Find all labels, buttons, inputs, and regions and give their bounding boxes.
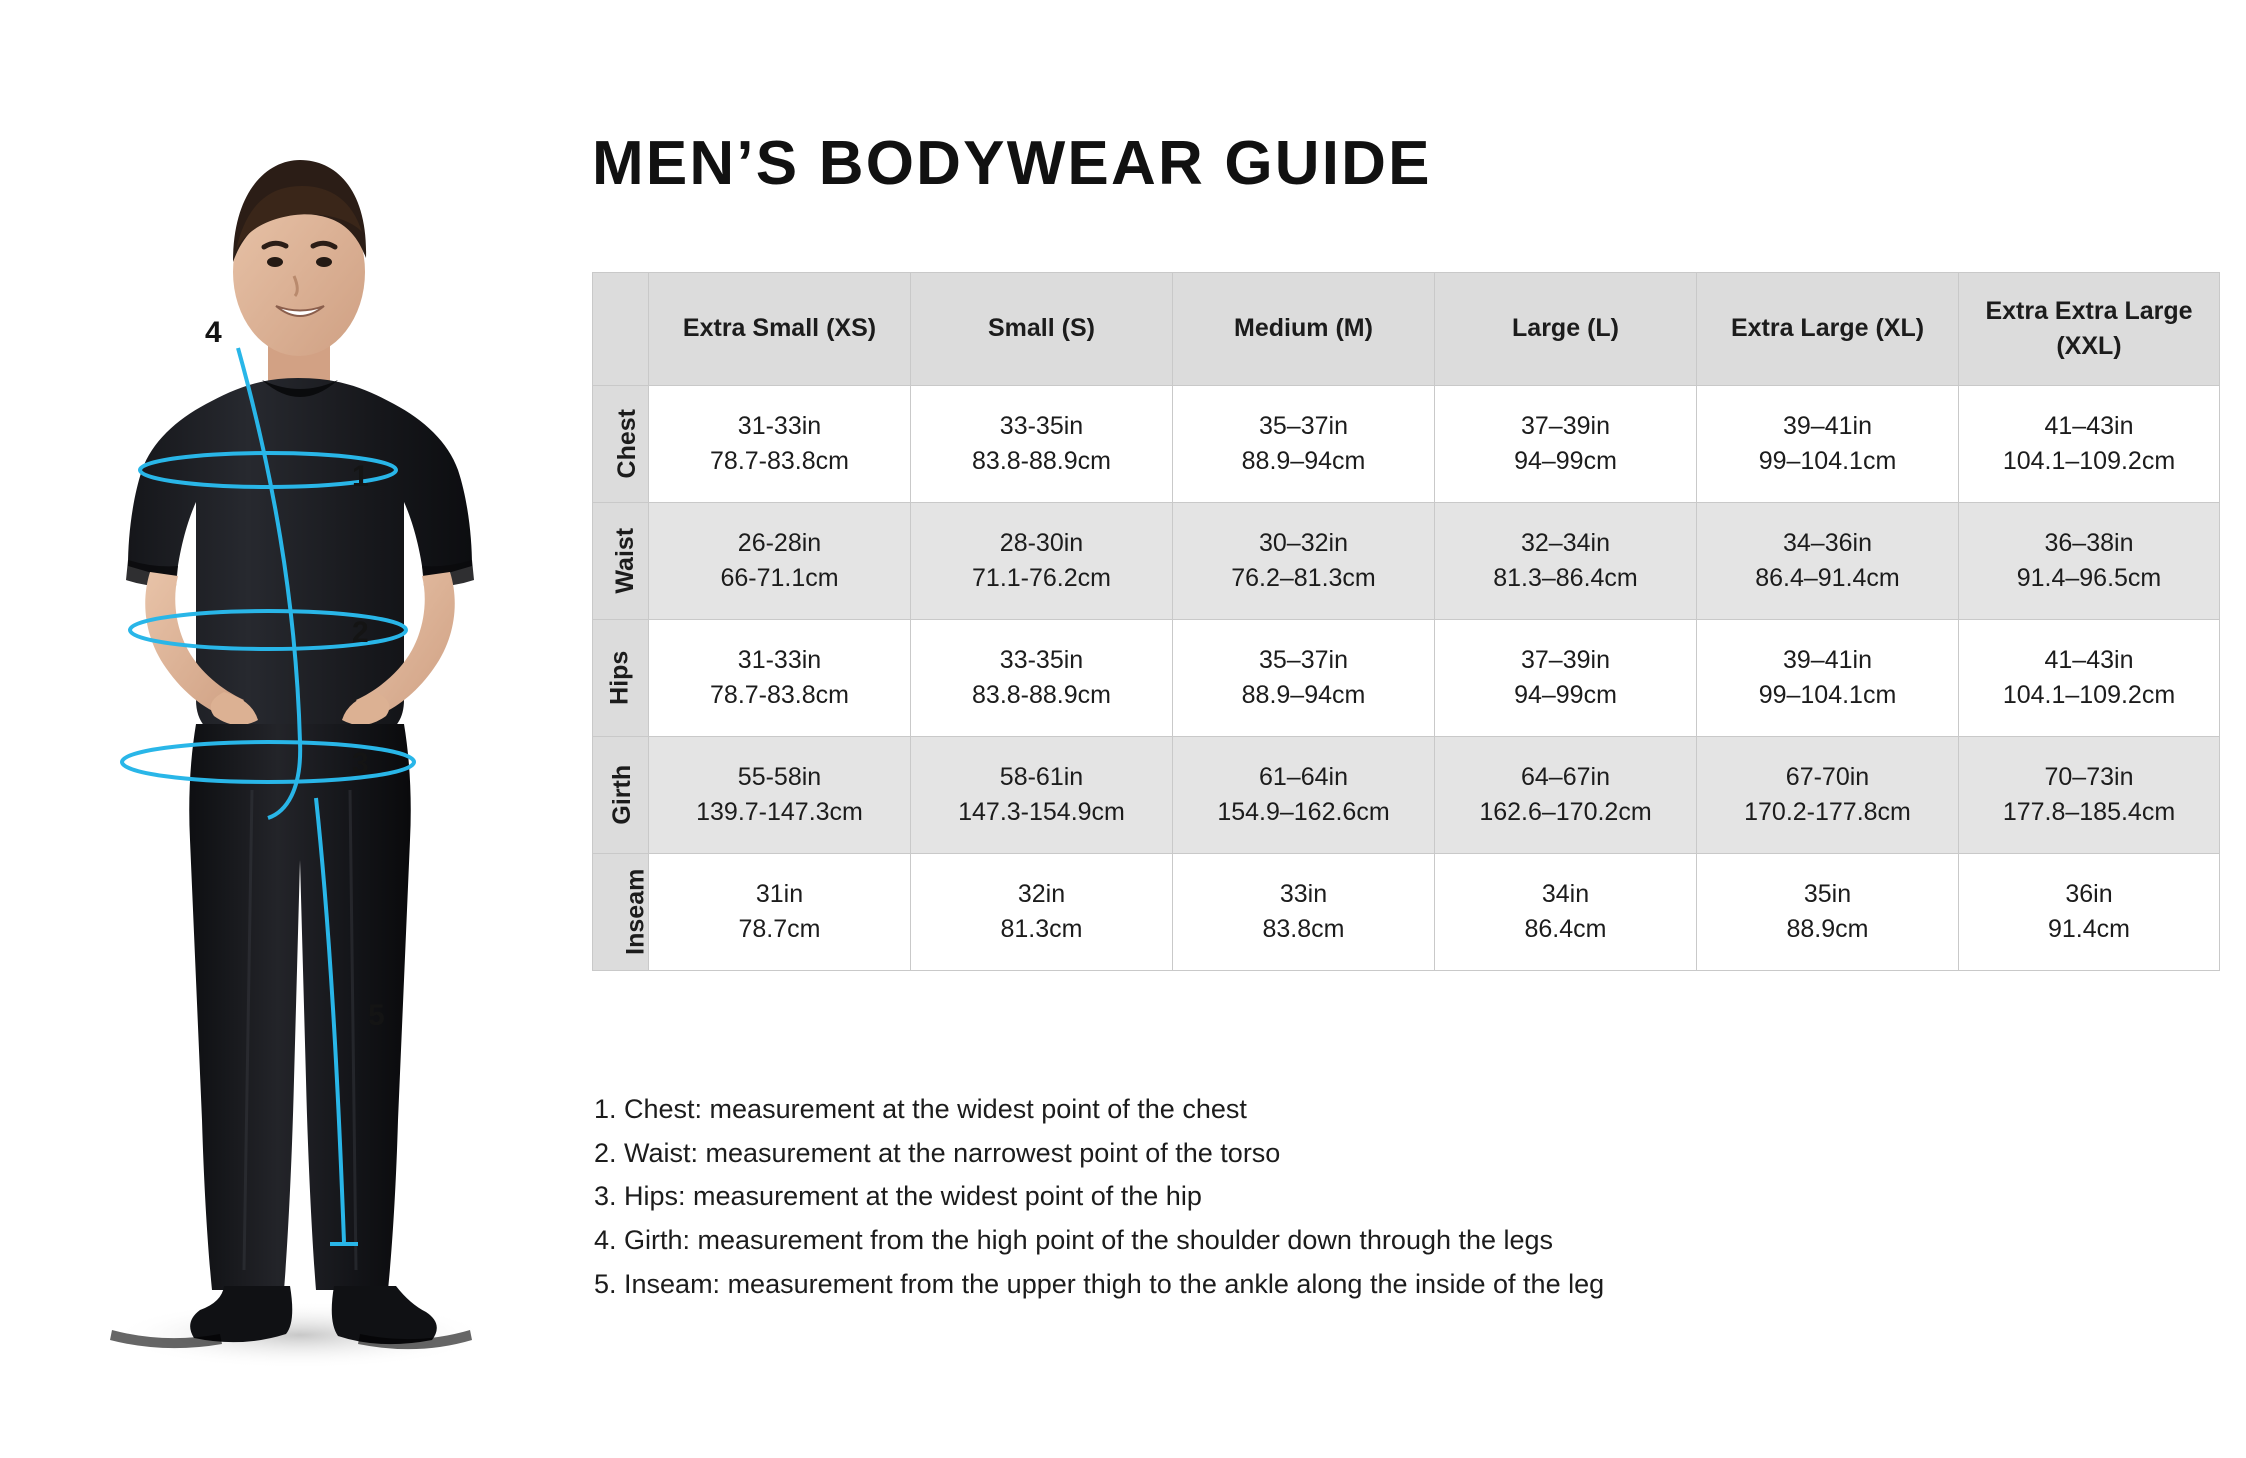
cell-waist-xl-in: 34–36in	[1783, 528, 1872, 557]
cell-inseam-xl-in: 35in	[1803, 879, 1852, 908]
cell-girth-s-cm: 147.3-154.9cm	[958, 798, 1125, 826]
cell-chest-xl	[1697, 386, 1959, 503]
page-title: MEN’S BODYWEAR GUIDE	[592, 129, 1432, 198]
row-label-chest	[593, 386, 649, 503]
cell-hips-l	[1435, 620, 1697, 737]
row-label-hips-text: Hips	[605, 650, 634, 706]
cell-inseam-xxl-cm: 91.4cm	[2048, 915, 2130, 943]
cell-girth-xxl-in: 70–73in	[2044, 762, 2134, 791]
cell-girth-xl-in: 67-70in	[1785, 762, 1870, 791]
cell-waist-s-in: 28-30in	[999, 528, 1084, 557]
cell-waist-l	[1435, 503, 1697, 620]
cell-girth-m-cm: 154.9–162.6cm	[1217, 798, 1390, 826]
column-header-m-abbr: (M)	[1335, 314, 1373, 343]
cell-chest-s	[911, 386, 1173, 503]
column-header-l-abbr: (L)	[1587, 314, 1619, 343]
callout-number-4: 4	[205, 316, 222, 349]
cell-girth-s	[911, 737, 1173, 854]
cell-inseam-l	[1435, 854, 1697, 971]
column-header-m-name: Medium	[1234, 314, 1329, 343]
column-header-l-name: Large	[1512, 314, 1581, 343]
note-hips: 3. Hips: measurement at the widest point of the hip	[594, 1181, 1202, 1212]
measurement-notes	[594, 1088, 2234, 1307]
column-header-s	[911, 273, 1173, 386]
cell-hips-xs-cm: 78.7-83.8cm	[710, 681, 849, 709]
column-header-xs	[649, 273, 911, 386]
cell-inseam-xl	[1697, 854, 1959, 971]
cell-hips-xl	[1697, 620, 1959, 737]
cell-hips-l-in: 37–39in	[1521, 645, 1610, 674]
row-label-inseam-text: Inseam	[621, 868, 650, 956]
column-header-xs-name: Extra Small	[682, 314, 820, 343]
column-header-s-name: Small	[988, 314, 1055, 343]
note-waist: 2. Waist: measurement at the narrowest point of the torso	[594, 1137, 1281, 1168]
row-label-inseam	[593, 854, 649, 971]
cell-waist-xl-cm: 86.4–91.4cm	[1755, 564, 1900, 592]
cell-girth-m	[1173, 737, 1435, 854]
cell-waist-xxl-in: 36–38in	[2044, 528, 2134, 557]
cell-girth-m-in: 61–64in	[1259, 762, 1348, 791]
column-header-xxl	[1959, 273, 2220, 386]
cell-inseam-xs-cm: 78.7cm	[738, 915, 821, 943]
cell-waist-m-in: 30–32in	[1259, 528, 1348, 557]
cell-chest-s-in: 33-35in	[999, 411, 1084, 440]
model-figure-panel	[0, 0, 585, 1458]
cell-girth-xs-in: 55-58in	[737, 762, 822, 791]
cell-waist-xl	[1697, 503, 1959, 620]
cell-chest-xxl-in: 41–43in	[2044, 411, 2134, 440]
column-header-xl-name: Extra Large	[1730, 314, 1869, 343]
cell-inseam-xs	[649, 854, 911, 971]
cell-girth-xxl-cm: 177.8–185.4cm	[2002, 798, 2176, 826]
column-header-m	[1173, 273, 1435, 386]
cell-girth-xxl	[1959, 737, 2220, 854]
table-header-row	[593, 273, 2220, 386]
table-row	[593, 503, 2220, 620]
cell-girth-l-in: 64–67in	[1521, 762, 1610, 791]
table-row	[593, 620, 2220, 737]
cell-waist-m	[1173, 503, 1435, 620]
cell-hips-l-cm: 94–99cm	[1514, 681, 1617, 709]
row-label-chest-text: Chest	[612, 409, 641, 479]
cell-chest-xxl-cm: 104.1–109.2cm	[2002, 447, 2176, 475]
cell-inseam-l-in: 34in	[1541, 879, 1590, 908]
cell-inseam-xl-cm: 88.9cm	[1786, 915, 1869, 943]
cell-inseam-xxl	[1959, 854, 2220, 971]
cell-inseam-s	[911, 854, 1173, 971]
table-row	[593, 386, 2220, 503]
cell-waist-m-cm: 76.2–81.3cm	[1231, 564, 1376, 592]
cell-hips-xs	[649, 620, 911, 737]
cell-chest-xl-cm: 99–104.1cm	[1758, 447, 1897, 475]
note-inseam: 5. Inseam: measurement from the upper thigh to the ankle along the inside of the leg	[594, 1268, 1605, 1299]
cell-girth-xs	[649, 737, 911, 854]
table-row	[593, 854, 2220, 971]
cell-chest-xxl	[1959, 386, 2220, 503]
note-girth: 4. Girth: measurement from the high point of the shoulder down through the legs	[594, 1225, 1554, 1256]
cell-girth-xs-cm: 139.7-147.3cm	[696, 798, 863, 826]
cell-inseam-l-cm: 86.4cm	[1524, 915, 1607, 943]
cell-hips-xs-in: 31-33in	[737, 645, 822, 674]
cell-chest-l-in: 37–39in	[1521, 411, 1610, 440]
cell-chest-l	[1435, 386, 1697, 503]
cell-inseam-m-in: 33in	[1279, 879, 1328, 908]
cell-waist-s-cm: 71.1-76.2cm	[972, 564, 1111, 592]
callout-number-5: 5	[368, 999, 385, 1032]
cell-chest-xs	[649, 386, 911, 503]
cell-hips-xl-cm: 99–104.1cm	[1758, 681, 1897, 709]
row-label-waist	[593, 503, 649, 620]
cell-hips-xl-in: 39–41in	[1783, 645, 1872, 674]
column-header-xxl-abbr: Large (XXL)	[2056, 296, 2193, 360]
callout-number-1: 1	[352, 460, 369, 493]
cell-chest-m-in: 35–37in	[1259, 411, 1348, 440]
callout-number-3: 3	[352, 747, 369, 780]
table-row	[593, 737, 2220, 854]
cell-inseam-s-in: 32in	[1017, 879, 1066, 908]
cell-inseam-xxl-in: 36in	[2065, 879, 2113, 908]
corner-cell	[593, 273, 649, 386]
cell-waist-s	[911, 503, 1173, 620]
cell-chest-s-cm: 83.8-88.9cm	[972, 447, 1111, 475]
column-header-xs-abbr: (XS)	[826, 314, 877, 343]
cell-waist-xxl	[1959, 503, 2220, 620]
note-chest: 1. Chest: measurement at the widest point of the chest	[594, 1094, 1247, 1124]
cell-waist-l-in: 32–34in	[1521, 528, 1610, 557]
cell-chest-xl-in: 39–41in	[1783, 411, 1872, 440]
column-header-xl	[1697, 273, 1959, 386]
male-model-illustration	[0, 0, 585, 1458]
cell-inseam-m-cm: 83.8cm	[1262, 915, 1345, 943]
cell-inseam-m	[1173, 854, 1435, 971]
row-label-waist-text: Waist	[611, 528, 640, 594]
cell-hips-xxl-cm: 104.1–109.2cm	[2002, 681, 2176, 709]
cell-girth-l	[1435, 737, 1697, 854]
row-label-girth-text: Girth	[608, 765, 637, 825]
column-header-xxl-name: Extra Extra	[1985, 296, 2118, 325]
column-header-s-abbr: (S)	[1061, 314, 1095, 343]
cell-waist-l-cm: 81.3–86.4cm	[1493, 564, 1638, 592]
cell-chest-m	[1173, 386, 1435, 503]
cell-hips-m-cm: 88.9–94cm	[1241, 681, 1366, 709]
cell-chest-xs-in: 31-33in	[737, 411, 822, 440]
cell-waist-xxl-cm: 91.4–96.5cm	[2016, 564, 2162, 592]
cell-hips-s-cm: 83.8-88.9cm	[972, 681, 1111, 709]
cell-girth-s-in: 58-61in	[999, 762, 1084, 791]
row-label-girth	[593, 737, 649, 854]
cell-waist-xs-in: 26-28in	[737, 528, 822, 557]
cell-hips-m	[1173, 620, 1435, 737]
guide-content	[592, 0, 2246, 1458]
cell-chest-xs-cm: 78.7-83.8cm	[710, 447, 849, 475]
cell-hips-s-in: 33-35in	[999, 645, 1084, 674]
row-label-hips	[593, 620, 649, 737]
cell-hips-xxl	[1959, 620, 2220, 737]
cell-chest-m-cm: 88.9–94cm	[1241, 447, 1366, 475]
cell-girth-l-cm: 162.6–170.2cm	[1479, 798, 1652, 826]
column-header-l	[1435, 273, 1697, 386]
cell-girth-xl	[1697, 737, 1959, 854]
cell-hips-m-in: 35–37in	[1259, 645, 1348, 674]
cell-inseam-s-cm: 81.3cm	[1000, 915, 1083, 943]
cell-chest-l-cm: 94–99cm	[1514, 447, 1617, 475]
cell-girth-xl-cm: 170.2-177.8cm	[1744, 798, 1911, 826]
cell-inseam-xs-in: 31in	[755, 879, 804, 908]
cell-hips-xxl-in: 41–43in	[2044, 645, 2134, 674]
size-chart-table	[592, 272, 2220, 971]
callout-number-2: 2	[352, 616, 369, 649]
cell-waist-xs	[649, 503, 911, 620]
cell-hips-s	[911, 620, 1173, 737]
cell-waist-xs-cm: 66-71.1cm	[720, 564, 839, 592]
column-header-xl-abbr: (XL)	[1875, 314, 1925, 343]
